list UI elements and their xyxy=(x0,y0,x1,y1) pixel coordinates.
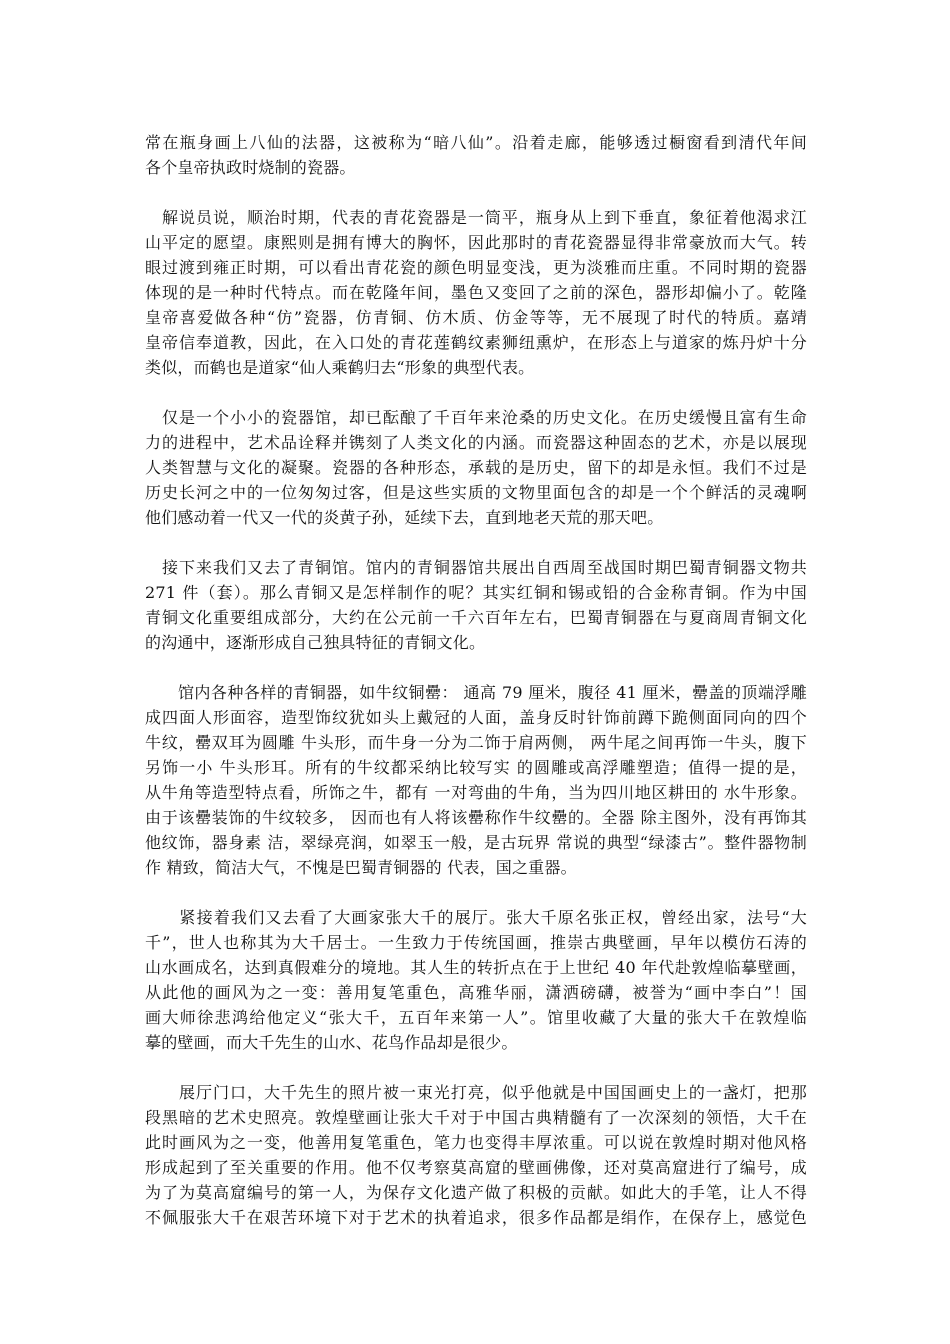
paragraph-line: 解说员说，顺治时期，代表的青花瓷器是一筒平，瓶身从上到下垂直，象征着他渴求江 xyxy=(145,208,807,227)
paragraph-line: 皇帝喜爱做各种“仿”瓷器，仿青铜、仿木质、仿金等等，无不展现了时代的特质。嘉靖 xyxy=(145,308,807,327)
paragraph-line: 牛纹，罍双耳为圆雕 牛头形，而牛身一分为二饰于肩两侧， 两牛尾之间再饰一牛头，腹下 xyxy=(145,733,807,752)
paragraph-line: 段黑暗的艺术史照亮。敦煌壁画让张大千对于中国古典精髓有了一次深刻的领悟，大千在 xyxy=(145,1108,807,1127)
paragraph-line: 从此他的画风为之一变：善用复笔重色，高雅华丽，潇洒磅礴，被誉为“画中李白”！国 xyxy=(145,983,807,1002)
paragraph-line: 为了为莫高窟编号的第一人，为保存文化遗产做了积极的贡献。如此大的手笔，让人不得 xyxy=(145,1183,807,1202)
paragraph-line: 他纹饰，器身素 洁，翠绿亮润，如翠玉一般，是古玩界 常说的典型“绿漆古”。整件器物制 xyxy=(145,833,807,852)
paragraph-4 xyxy=(145,555,807,655)
paragraph-line: 不佩服张大千在艰苦环境下对于艺术的执着追求，很多作品都是绢作，在保存上，感觉色 xyxy=(145,1208,807,1227)
paragraph-5 xyxy=(145,680,807,880)
paragraph-line: 271 件（套）。那么青铜又是怎样制作的呢？其实红铜和锡或铅的合金称青铜。作为中国 xyxy=(145,583,807,602)
paragraph-line: 形成起到了至关重要的作用。他不仅考察莫高窟的壁画佛像，还对莫高窟进行了编号，成 xyxy=(145,1158,807,1177)
paragraph-1 xyxy=(145,130,807,180)
paragraph-line: 体现的是一种时代特点。而在乾隆年间，墨色又变回了之前的深色，器形却偏小了。乾隆 xyxy=(145,283,807,302)
paragraph-line: 常在瓶身画上八仙的法器，这被称为“暗八仙”。沿着走廊，能够透过橱窗看到清代年间 xyxy=(145,133,807,152)
paragraph-line: 成四面人形面容，造型饰纹犹如头上戴冠的人面，盖身反时针饰前蹲下跪侧面同向的四个 xyxy=(145,708,807,727)
paragraph-line: 的沟通中，逐渐形成自己独具特征的青铜文化。 xyxy=(145,633,486,652)
paragraph-line: 山平定的愿望。康熙则是拥有博大的胸怀，因此那时的青花瓷器显得非常豪放而大气。转 xyxy=(145,233,807,252)
paragraph-7 xyxy=(145,1080,807,1230)
paragraph-line: 类似，而鹤也是道家“仙人乘鹤归去“形象的典型代表。 xyxy=(145,358,535,377)
paragraph-line: 他们感动着一代又一代的炎黄子孙，延续下去，直到地老天荒的那天吧。 xyxy=(145,508,664,527)
paragraph-line: 紧接着我们又去看了大画家张大千的展厅。张大千原名张正权，曾经出家，法号“大 xyxy=(145,908,807,927)
paragraph-line: 由于该罍装饰的牛纹较多， 因而也有人将该罍称作牛纹罍的。全器 除主图外，没有再饰其 xyxy=(145,808,807,827)
paragraph-6 xyxy=(145,905,807,1055)
paragraph-line: 画大师徐悲鸿给他定义“张大千，五百年来第一人”。馆里收藏了大量的张大千在敦煌临 xyxy=(145,1008,807,1027)
paragraph-line: 仅是一个小小的瓷器馆，却已酝酿了千百年来沧桑的历史文化。在历史缓慢且富有生命 xyxy=(145,408,807,427)
paragraph-line: 山水画成名，达到真假难分的境地。其人生的转折点在于上世纪 40 年代赴敦煌临摹壁画， xyxy=(145,958,807,977)
paragraph-line: 另饰一小 牛头形耳。所有的牛纹都采纳比较写实 的圆雕或高浮雕塑造；值得一提的是， xyxy=(145,758,807,777)
paragraph-line: 作 精致，简洁大气，不愧是巴蜀青铜器的 代表，国之重器。 xyxy=(145,858,577,877)
paragraph-line: 摹的壁画，而大千先生的山水、花鸟作品却是很少。 xyxy=(145,1033,518,1052)
paragraph-line: 展厅门口，大千先生的照片被一束光打亮，似乎他就是中国国画史上的一盏灯，把那 xyxy=(145,1083,807,1102)
paragraph-line: 馆内各种各样的青铜器，如牛纹铜罍： 通高 79 厘米，腹径 41 厘米，罍盖的顶端浮雕 xyxy=(145,683,807,702)
paragraph-line: 此时画风为之一变，他善用复笔重色，笔力也变得丰厚浓重。可以说在敦煌时期对他风格 xyxy=(145,1133,807,1152)
paragraph-line: 接下来我们又去了青铜馆。馆内的青铜器馆共展出自西周至战国时期巴蜀青铜器文物共 xyxy=(145,558,807,577)
paragraph-line: 人类智慧与文化的凝聚。瓷器的各种形态，承载的是历史，留下的却是永恒。我们不过是 xyxy=(145,458,807,477)
paragraph-line: 千”，世人也称其为大千居士。一生致力于传统国画，推崇古典壁画，早年以模仿石涛的 xyxy=(145,933,807,952)
paragraph-3 xyxy=(145,405,807,530)
paragraph-line: 青铜文化重要组成部分，大约在公元前一千六百年左右，巴蜀青铜器在与夏商周青铜文化 xyxy=(145,608,807,627)
paragraph-line: 从牛角等造型特点看，所饰之牛，都有 一对弯曲的牛角，当为四川地区耕田的 水牛形象。 xyxy=(145,783,807,802)
paragraph-line: 各个皇帝执政时烧制的瓷器。 xyxy=(145,158,356,177)
paragraph-line: 皇帝信奉道教，因此，在入口处的青花莲鹤纹素狮纽熏炉，在形态上与道家的炼丹炉十分 xyxy=(145,333,807,352)
paragraph-line: 眼过渡到雍正时期，可以看出青花瓷的颜色明显变浅，更为淡雅而庄重。不同时期的瓷器 xyxy=(145,258,807,277)
paragraph-line: 历史长河之中的一位匆匆过客，但是这些实质的文物里面包含的却是一个个鲜活的灵魂啊 xyxy=(145,483,807,502)
paragraph-2 xyxy=(145,205,807,380)
paragraph-line: 力的进程中，艺术品诠释并镌刻了人类文化的内涵。而瓷器这种固态的艺术，亦是以展现 xyxy=(145,433,807,452)
